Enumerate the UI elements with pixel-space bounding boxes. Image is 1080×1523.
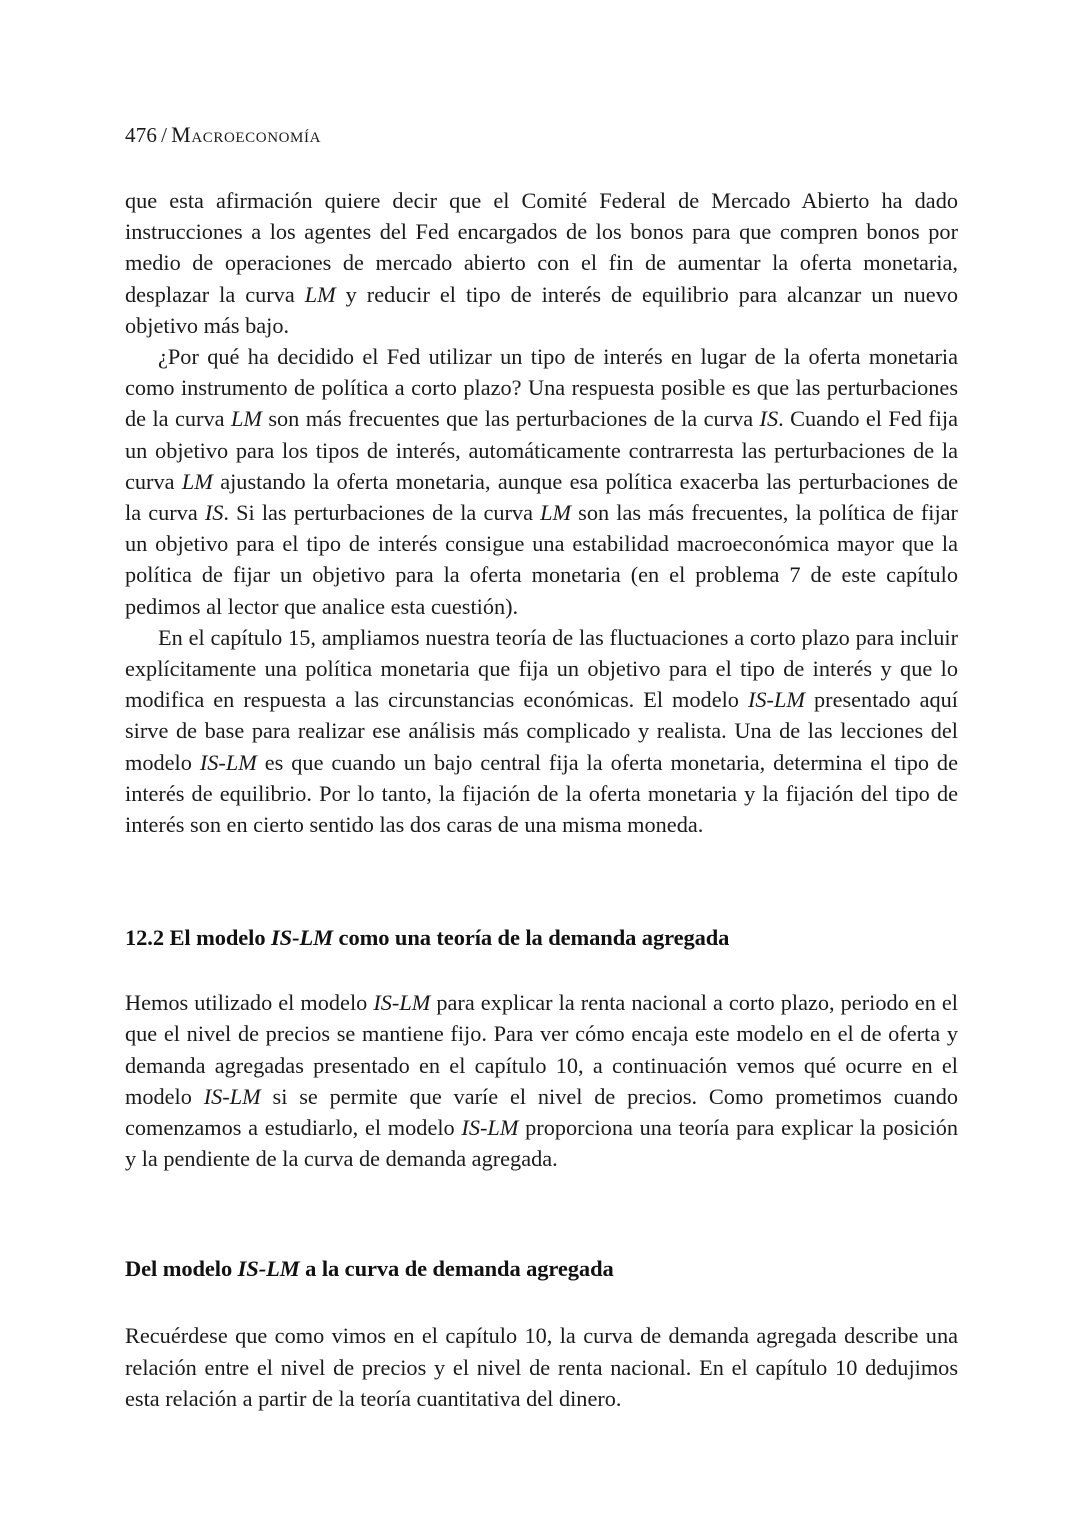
running-head-separator: /: [161, 123, 168, 147]
paragraph-2-italic-lm-1: LM: [230, 406, 262, 432]
paragraph-3: [125, 622, 958, 840]
section-heading-part-b: como una teoría de la demanda agregada: [333, 925, 730, 951]
paragraph-1: [125, 185, 958, 341]
paragraph-4-part-a: Hemos utilizado el modelo: [125, 990, 374, 1016]
paragraph-1-part-2: y reducir el tipo de interés de equilibrio para alcanzar un nuevo objetivo más bajo.: [125, 281, 958, 338]
book-title: Macroeconomía: [171, 122, 322, 147]
section-heading-italic-islm: IS-LM: [271, 925, 334, 951]
paragraph-3-part-a: En el capítulo 15, ampliamos nuestra teoría de las fluctuaciones a corto plazo para incluir explícitamente una política monetaria que fija un objetivo para el tipo de interés y que lo modifica en respuesta a las circunstancias económicas. El modelo: [125, 624, 958, 713]
section-heading-number: 12.2: [125, 925, 164, 951]
paragraph-4-italic-islm-3: IS-LM: [461, 1115, 519, 1141]
spacer-after-section-heading: [125, 953, 958, 987]
text-column: [125, 185, 958, 1414]
paragraph-5: Recuérdese que como vimos en el capítulo 10, la curva de demanda agregada describe una relación entre el nivel de precios y el nivel de renta nacional. En el capítulo 10 dedujimos esta relación a partir de la teoría cuantitativa del dinero.: [125, 1323, 958, 1411]
paragraph-2-part-d: ajustando la oferta monetaria, aunque esa política exacerba las perturbaciones de la curva: [125, 468, 958, 526]
paragraph-4-italic-islm-1: IS-LM: [373, 990, 431, 1016]
paragraph-3-part-c: es que cuando un bajo central fija la oferta monetaria, determina el tipo de interés de equilibrio. Por lo tanto, la fijación de la oferta monetaria y la fijación del tipo de interés son en cierto sentido las dos caras de una misma moneda.: [125, 749, 958, 838]
paragraph-4-part-c: si se permite que varíe el nivel de precios. Como prometimos cuando comenzamos a estudiarlo, el modelo: [125, 1083, 958, 1141]
paragraph-2-part-e: . Si las perturbaciones de la curva: [223, 500, 541, 526]
paragraph-4-italic-islm-2: IS-LM: [203, 1083, 261, 1109]
paragraph-2-part-c: . Cuando el Fed fija un objetivo para los tipos de interés, automáticamente contrarresta las perturbaciones de la curva: [125, 406, 958, 494]
paragraph-2: [125, 341, 958, 622]
running-head: [125, 122, 321, 148]
paragraph-4-part-d: proporciona una teoría para explicar la posición y la pendiente de la curva de demanda agregada.: [125, 1115, 959, 1172]
paragraph-2-part-a: ¿Por qué ha decidido el Fed utilizar un tipo de interés en lugar de la oferta monetaria como instrumento de política a corto plazo? Una respuesta posible es que las perturbaciones de la curva: [125, 344, 958, 432]
page-number: 476: [125, 123, 158, 147]
section-heading-part-a: El modelo: [163, 925, 272, 951]
section-heading-12-2: [125, 923, 958, 953]
paragraph-3-italic-islm-2: IS-LM: [199, 749, 257, 775]
paragraph-2-italic-lm-2: LM: [181, 468, 213, 494]
subsection-heading-part-a: Del modelo: [125, 1256, 238, 1282]
paragraph-2-italic-is-1: IS: [759, 406, 779, 432]
subsection-heading-del-modelo-is-lm: [125, 1254, 958, 1284]
paragraph-3-part-b: presentado aquí sirve de base para realizar ese análisis más complicado y realista. Una de las lecciones del modelo: [125, 687, 958, 775]
subsection-heading-italic-islm: IS-LM: [237, 1256, 300, 1282]
spacer-after-subsection-heading: [125, 1284, 958, 1320]
spacer-before-section-heading: [125, 840, 958, 923]
paragraph-4: [125, 987, 958, 1174]
paragraph-4-part-b: para explicar la renta nacional a corto plazo, periodo en el que el nivel de precios se mantiene fijo. Para ver cómo encaja este modelo en el de oferta y demanda agregadas presentado en el capítulo 10, a continuación vemos qué ocurre en el modelo: [125, 990, 958, 1109]
spacer-before-subsection-heading: [125, 1174, 958, 1254]
paragraph-1-part-1: que esta afirmación quiere decir que el Comité Federal de Mercado Abierto ha dado instrucciones a los agentes del Fed encargados de los bonos para que compren bonos por medio de operaciones de mercado abierto con el fin de aumentar la oferta monetaria, desplazar la curva: [125, 188, 958, 307]
paragraph-2-part-f: son las más frecuentes, la política de fijar un objetivo para el tipo de interés consigue una estabilidad macroeconómica mayor que la política de fijar un objetivo para la oferta monetaria (en el problema 7 de este capítulo pedimos al lector que analice esta cuestión).: [125, 500, 958, 619]
paragraph-1-italic-lm: LM: [304, 281, 336, 307]
paragraph-3-italic-islm-1: IS-LM: [747, 687, 805, 713]
paragraph-2-italic-is-2: IS: [204, 500, 224, 526]
subsection-heading-part-b: a la curva de demanda agregada: [299, 1256, 614, 1282]
paragraph-2-italic-lm-3: LM: [540, 500, 572, 526]
paragraph-2-part-b: son más frecuentes que las perturbaciones de la curva: [261, 406, 760, 432]
